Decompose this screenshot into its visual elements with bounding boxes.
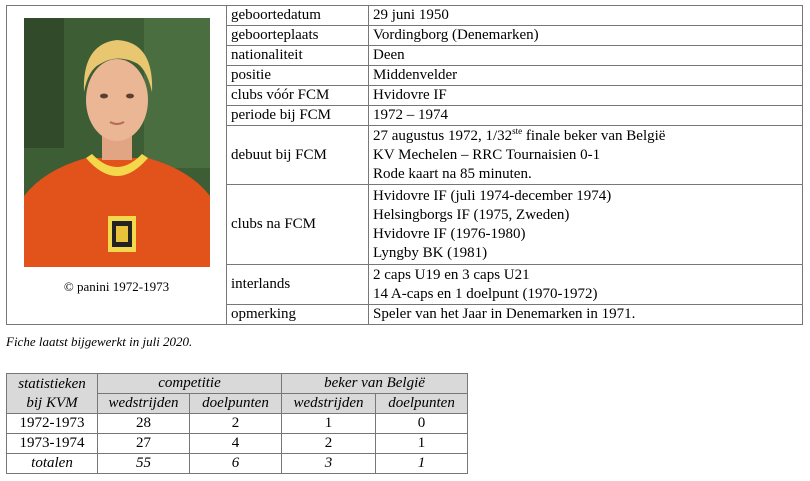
group-cup: beker van België [282, 374, 468, 394]
value-clubs-after [369, 185, 803, 265]
debut-line-1: 27 augustus 1972, 1/32ste finale beker van België [373, 125, 666, 144]
cell: 55 [98, 454, 190, 474]
value-clubs-before: Hvidovre IF [369, 86, 803, 106]
cell: 28 [98, 414, 190, 434]
value-birthplace: Vordingborg (Denemarken) [369, 26, 803, 46]
label-birthdate: geboortedatum [227, 6, 369, 26]
debut-line-3: Rode kaart na 85 minuten. [373, 165, 532, 182]
player-fiche-table [6, 5, 803, 325]
photo-caption: © panini 1972-1973 [63, 279, 170, 294]
cell: 2 [190, 414, 282, 434]
interlands-line: 14 A-caps en 1 doelpunt (1970-1972) [373, 285, 598, 302]
season: totalen [7, 454, 98, 474]
label-position: positie [227, 66, 369, 86]
photo-cell [7, 6, 227, 325]
label-birthplace: geboorteplaats [227, 26, 369, 46]
player-portrait-image [24, 18, 210, 267]
label-clubs-after: clubs na FCM [227, 185, 369, 265]
cell: 3 [282, 454, 376, 474]
cell: 6 [190, 454, 282, 474]
sub-goals: doelpunten [376, 394, 468, 414]
label-period: periode bij FCM [227, 106, 369, 126]
value-birthdate: 29 juni 1950 [369, 6, 803, 26]
club-after-line: Lyngby BK (1981) [373, 244, 488, 261]
stats-corner: statistieken bij KVM [7, 374, 98, 414]
table-row [7, 414, 468, 434]
label-clubs-before: clubs vóór FCM [227, 86, 369, 106]
value-debut [369, 126, 803, 185]
player-photo [24, 18, 210, 267]
sub-goals: doelpunten [190, 394, 282, 414]
cell: 1 [376, 434, 468, 454]
label-nationality: nationaliteit [227, 46, 369, 66]
season: 1973-1974 [7, 434, 98, 454]
club-after-line: Hvidovre IF (1976-1980) [373, 225, 526, 242]
totals-row [7, 454, 468, 474]
value-interlands [369, 265, 803, 305]
cell: 4 [190, 434, 282, 454]
value-nationality: Deen [369, 46, 803, 66]
cell: 0 [376, 414, 468, 434]
label-remark: opmerking [227, 305, 369, 325]
club-after-line: Hvidovre IF (juli 1974-december 1974) [373, 187, 612, 204]
update-note: Fiche laatst bijgewerkt in juli 2020. [6, 334, 193, 349]
club-after-line: Helsingborgs IF (1975, Zweden) [373, 206, 570, 223]
season: 1972-1973 [7, 414, 98, 434]
value-period: 1972 – 1974 [369, 106, 803, 126]
value-remark: Speler van het Jaar in Denemarken in 1971. [369, 305, 803, 325]
label-interlands: interlands [227, 265, 369, 305]
label-debut: debuut bij FCM [227, 126, 369, 185]
cell: 1 [282, 414, 376, 434]
group-competition: competitie [98, 374, 282, 394]
sub-matches: wedstrijden [282, 394, 376, 414]
interlands-line: 2 caps U19 en 3 caps U21 [373, 266, 530, 283]
cell: 1 [376, 454, 468, 474]
table-row [7, 434, 468, 454]
value-position: Middenvelder [369, 66, 803, 86]
debut-line-2: KV Mechelen – RRC Tournaisien 0-1 [373, 146, 601, 163]
stats-header-row [7, 374, 468, 394]
cell: 27 [98, 434, 190, 454]
sub-matches: wedstrijden [98, 394, 190, 414]
cell: 2 [282, 434, 376, 454]
stats-table [6, 373, 468, 474]
